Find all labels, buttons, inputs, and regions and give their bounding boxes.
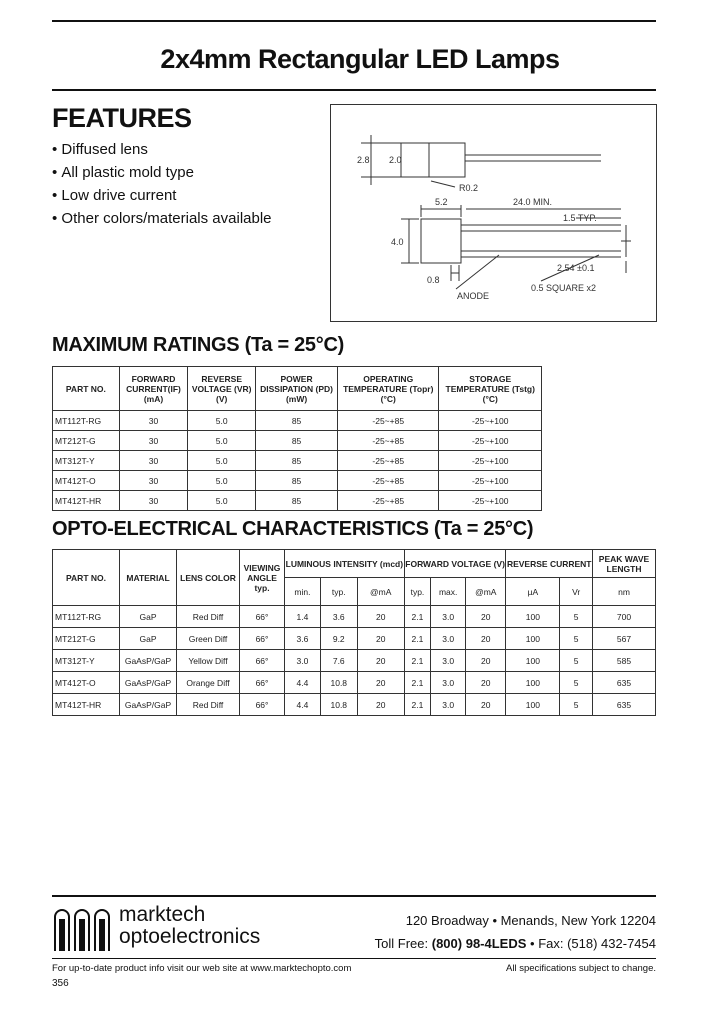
dim-2-8: 2.8 [357,155,370,165]
subheader-cell: nm [593,578,656,606]
subheader-cell: min. [285,578,321,606]
table-cell: 85 [256,411,338,431]
table-cell: 3.0 [431,650,466,672]
feature-item: • Low drive current [52,184,272,207]
footer-rule [52,895,656,897]
table-row [53,606,656,628]
table-cell: GaAsP/GaP [120,650,177,672]
col-storage-temp: STORAGE TEMPERATURE (Tstg) (°C) [439,367,542,411]
table-cell: 5.0 [188,471,256,491]
table-cell: 567 [593,628,656,650]
table-cell: 20 [466,694,506,716]
spec-note: All specifications subject to change. [506,963,656,974]
col-luminous-intensity: LUMINOUS INTENSITY (mcd) [285,550,405,578]
subheader-cell: µA [506,578,560,606]
opto-heading: OPTO-ELECTRICAL CHARACTERISTICS (Ta = 25°C) [52,518,534,540]
brand-line-1: marktech [119,903,206,926]
table-header-row [53,550,656,578]
table-cell: 30 [119,411,187,431]
table-cell: 9.2 [320,628,357,650]
table-cell: 635 [593,694,656,716]
feature-item: • Other colors/materials available [52,207,272,230]
table-cell: 5 [560,628,593,650]
table-cell: 4.4 [285,672,321,694]
table-cell: 20 [466,628,506,650]
table-cell: MT412T-O [53,672,120,694]
table-cell: GaAsP/GaP [120,672,177,694]
table-cell: -25~+100 [439,471,542,491]
subheader-cell: typ. [404,578,430,606]
table-cell: 85 [256,471,338,491]
table-cell: 66° [240,606,285,628]
col-forward-voltage: FORWARD VOLTAGE (V) [404,550,506,578]
features-list [52,138,272,230]
table-cell: 5.0 [188,411,256,431]
table-cell: 5.0 [188,451,256,471]
table-cell: 20 [357,628,404,650]
table-cell: 66° [240,694,285,716]
opto-body [53,606,656,716]
table-cell: 100 [506,606,560,628]
table-cell: 3.0 [431,628,466,650]
table-cell: GaP [120,628,177,650]
table-cell: 3.6 [285,628,321,650]
table-row [53,650,656,672]
table-cell: GaAsP/GaP [120,694,177,716]
table-cell: 85 [256,451,338,471]
table-cell: -25~+85 [337,451,439,471]
table-cell: 85 [256,491,338,511]
table-cell: -25~+85 [337,431,439,451]
opto-table [52,549,656,716]
subheader-cell: @mA [466,578,506,606]
dim-lead-min: 24.0 MIN. [513,197,553,207]
table-cell: 3.0 [285,650,321,672]
table-cell: 100 [506,672,560,694]
table-cell: 10.8 [320,694,357,716]
table-cell: MT312T-Y [53,451,120,471]
table-cell: 4.4 [285,694,321,716]
table-cell: 2.1 [404,694,430,716]
table-cell: 20 [357,606,404,628]
table-cell: 85 [256,431,338,451]
website-note: For up-to-date product info visit our web site at www.marktechopto.com [52,963,352,974]
dim-radius: R0.2 [459,183,479,193]
table-cell: 2.1 [404,650,430,672]
table-cell: 20 [466,672,506,694]
title-rule [52,89,656,91]
table-cell: 5.0 [188,491,256,511]
dim-2-0: 2.0 [389,155,402,165]
table-cell: Red Diff [177,694,240,716]
address: 120 Broadway • Menands, New York 12204 [405,913,656,928]
toll-free-number: (800) 98-4LEDS [431,936,527,951]
top-rule [52,20,656,22]
col-reverse-current: REVERSE CURRENT [506,550,593,578]
table-cell: MT412T-O [53,471,120,491]
table-row [53,694,656,716]
table-cell: 30 [119,491,187,511]
table-cell: 7.6 [320,650,357,672]
table-cell: 700 [593,606,656,628]
table-cell: Orange Diff [177,672,240,694]
table-cell: 3.0 [431,606,466,628]
table-cell: 3.6 [320,606,357,628]
col-viewing-angle: VIEWING ANGLE typ. [240,550,285,606]
col-part-no: PART NO. [53,550,120,606]
table-cell: MT212T-G [53,431,120,451]
col-forward-current: FORWARD CURRENT(IF) (mA) [119,367,187,411]
col-peak-wavelength: PEAK WAVE LENGTH [593,550,656,578]
subheader-cell: Vr [560,578,593,606]
table-cell: 5 [560,694,593,716]
brand-name [119,904,260,948]
table-cell: -25~+100 [439,451,542,471]
table-cell: MT412T-HR [53,491,120,511]
col-operating-temp: OPERATING TEMPERATURE (Topr) (°C) [337,367,439,411]
table-row [53,451,542,471]
bottom-rule [52,958,656,959]
marktech-logo-icon [52,905,114,953]
brand-line-2: optoelectronics [119,925,261,948]
dim-square: 0.5 SQUARE x2 [531,283,597,293]
subheader-cell: @mA [357,578,404,606]
table-cell: 2.1 [404,672,430,694]
table-row [53,411,542,431]
feature-item: • Diffused lens [52,138,272,161]
dim-body-length: 5.2 [435,197,448,207]
fax-number: • Fax: (518) 432-7454 [530,936,656,951]
package-dimension-drawing [330,104,657,322]
feature-item: • All plastic mold type [52,161,272,184]
table-cell: Green Diff [177,628,240,650]
table-cell: 66° [240,672,285,694]
table-cell: -25~+100 [439,411,542,431]
table-cell: 20 [466,606,506,628]
col-material: MATERIAL [120,550,177,606]
subheader-cell: typ. [320,578,357,606]
table-cell: 66° [240,628,285,650]
max-ratings-body [53,411,542,511]
table-cell: MT112T-RG [53,606,120,628]
table-cell: 30 [119,451,187,471]
col-part-no: PART NO. [53,367,120,411]
table-cell: 585 [593,650,656,672]
table-cell: 20 [357,694,404,716]
table-cell: 3.0 [431,694,466,716]
dimension-diagram [331,105,656,321]
contact-info [375,909,656,955]
table-row [53,471,542,491]
table-cell: 2.1 [404,606,430,628]
table-cell: 5 [560,650,593,672]
toll-free-label: Toll Free: [374,936,429,951]
table-cell: -25~+100 [439,491,542,511]
dim-typ: 1.5 TYP. [563,213,597,223]
table-cell: MT112T-RG [53,411,120,431]
table-cell: 100 [506,694,560,716]
table-cell: GaP [120,606,177,628]
table-cell: 10.8 [320,672,357,694]
table-cell: -25~+100 [439,431,542,451]
dim-bottom: 0.8 [427,275,440,285]
table-row [53,628,656,650]
page-title: 2x4mm Rectangular LED Lamps [160,44,560,74]
table-cell: -25~+85 [337,471,439,491]
table-row [53,672,656,694]
subheader-cell: max. [431,578,466,606]
dim-pitch: 2.54 ±0.1 [557,263,595,273]
table-cell: 5 [560,672,593,694]
table-cell: 635 [593,672,656,694]
max-ratings-heading: MAXIMUM RATINGS (Ta = 25°C) [52,334,344,356]
table-row [53,491,542,511]
table-row [53,431,542,451]
table-cell: 100 [506,628,560,650]
table-cell: 2.1 [404,628,430,650]
table-cell: 30 [119,431,187,451]
features-heading: FEATURES [52,103,192,133]
table-cell: 20 [357,650,404,672]
table-cell: Red Diff [177,606,240,628]
table-cell: 66° [240,650,285,672]
max-ratings-table [52,366,542,511]
table-cell: Yellow Diff [177,650,240,672]
table-cell: 1.4 [285,606,321,628]
table-cell: 3.0 [431,672,466,694]
page-number: 356 [52,978,69,989]
col-power-dissipation: POWER DISSIPATION (PD) (mW) [256,367,338,411]
table-cell: MT212T-G [53,628,120,650]
table-cell: 20 [357,672,404,694]
table-cell: -25~+85 [337,411,439,431]
table-cell: 30 [119,471,187,491]
anode-label: ANODE [457,291,490,301]
dim-body-height: 4.0 [391,237,404,247]
col-reverse-voltage: REVERSE VOLTAGE (VR) (V) [188,367,256,411]
phone-line [375,932,656,955]
table-cell: MT312T-Y [53,650,120,672]
table-cell: 5 [560,606,593,628]
table-header-row [53,367,542,411]
col-lens-color: LENS COLOR [177,550,240,606]
table-cell: 5.0 [188,431,256,451]
table-cell: 20 [466,650,506,672]
table-cell: 100 [506,650,560,672]
table-cell: MT412T-HR [53,694,120,716]
table-cell: -25~+85 [337,491,439,511]
